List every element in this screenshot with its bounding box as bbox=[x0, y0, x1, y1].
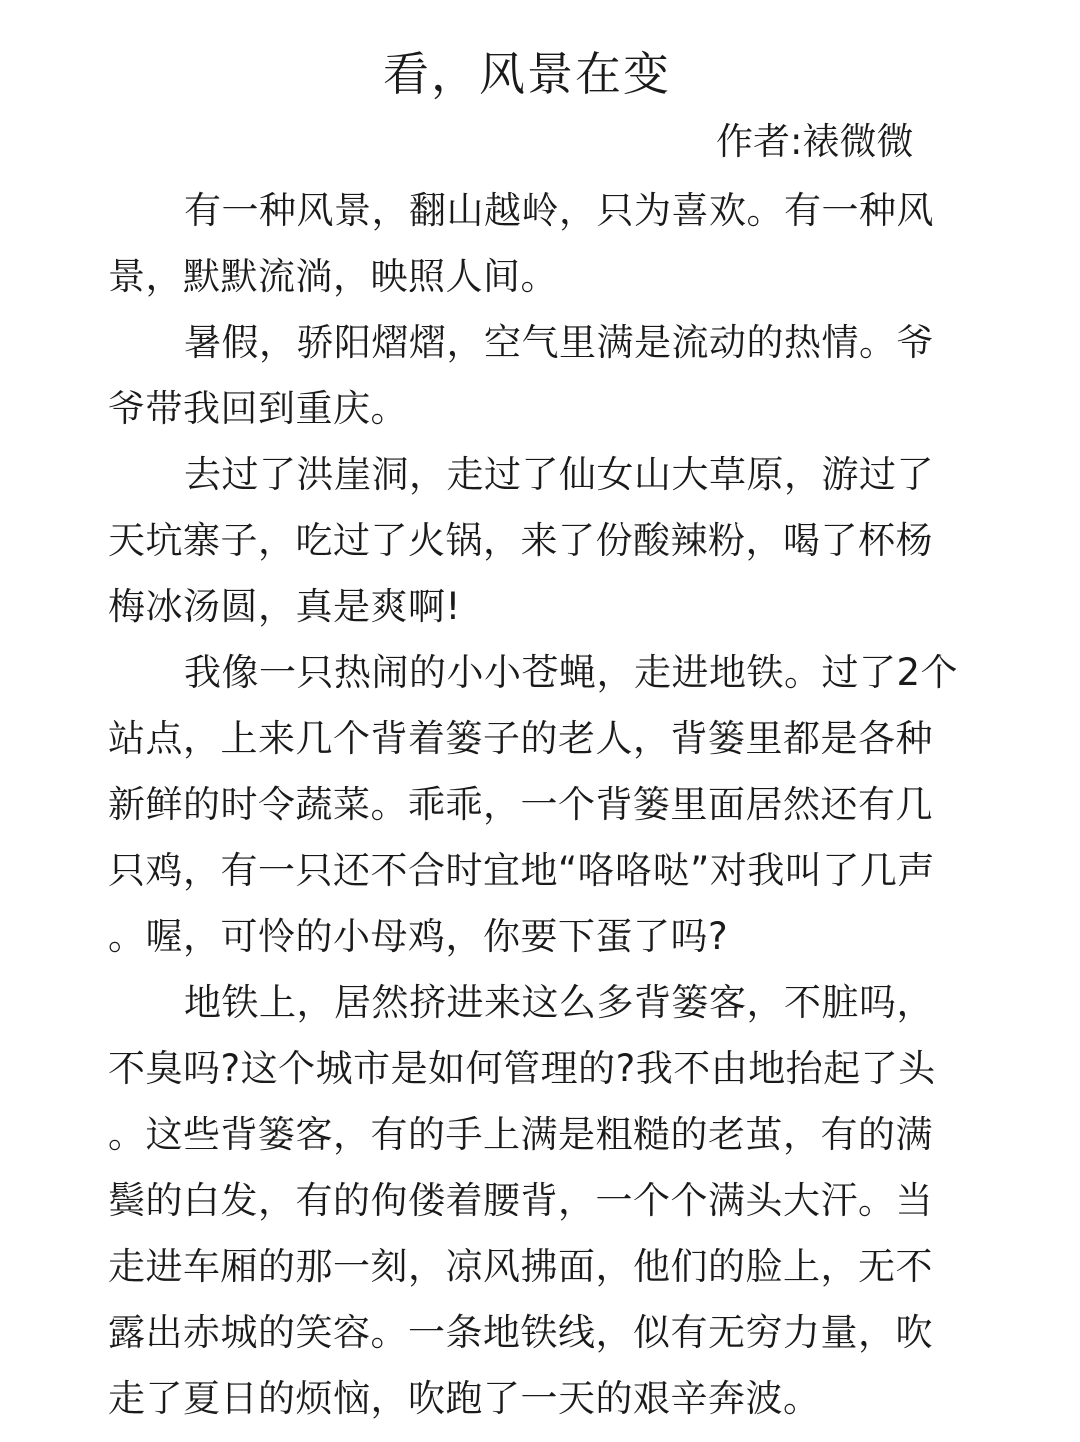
text-line: 梅冰汤圆，真是爽啊! bbox=[108, 585, 461, 628]
text-line: 暑假，骄阳熠熠，空气里满是流动的热情。爷 bbox=[184, 321, 934, 364]
text-line: 新鲜的时令蔬菜。乖乖，一个背篓里面居然还有几 bbox=[108, 783, 933, 826]
text-line: 不臭吗?这个城市是如何管理的?我不由地抬起了头 bbox=[108, 1047, 936, 1090]
text-line: 天坑寨子，吃过了火锅，来了份酸辣粉，喝了杯杨 bbox=[108, 519, 933, 562]
text-line: 走了夏日的烦恼，吹跑了一天的艰辛奔波。 bbox=[108, 1377, 821, 1420]
author-line: 作者:裱微微 bbox=[716, 120, 914, 163]
text-line: 露出赤城的笑容。一条地铁线，似有无穷力量，吹 bbox=[108, 1311, 933, 1354]
text-line: 。这些背篓客，有的手上满是粗糙的老茧，有的满 bbox=[108, 1113, 933, 1156]
text-line: 只鸡，有一只还不合时宜地“咯咯哒”对我叫了几声 bbox=[108, 849, 935, 892]
text-line: 站点，上来几个背着篓子的老人，背篓里都是各种 bbox=[108, 717, 933, 760]
text-line: 爷带我回到重庆。 bbox=[108, 387, 408, 430]
text-line: 地铁上，居然挤进来这么多背篓客，不脏吗， bbox=[184, 981, 934, 1024]
text-line: 走进车厢的那一刻，凉风拂面，他们的脸上，无不 bbox=[108, 1245, 933, 1288]
text-line: 。喔，可怜的小母鸡，你要下蛋了吗? bbox=[108, 915, 729, 958]
text-line: 去过了洪崖洞，走过了仙女山大草原，游过了 bbox=[184, 453, 934, 496]
essay-body bbox=[108, 178, 1008, 1432]
text-line: 鬓的白发，有的佝偻着腰背，一个个满头大汗。当 bbox=[108, 1179, 933, 1222]
text-line: 景，默默流淌，映照人间。 bbox=[108, 255, 558, 298]
document-title: 看，风景在变 bbox=[383, 47, 671, 101]
text-line: 我像一只热闹的小小苍蝇，走进地铁。过了2个 bbox=[184, 651, 959, 694]
text-line: 有一种风景，翻山越岭，只为喜欢。有一种风 bbox=[184, 189, 934, 232]
